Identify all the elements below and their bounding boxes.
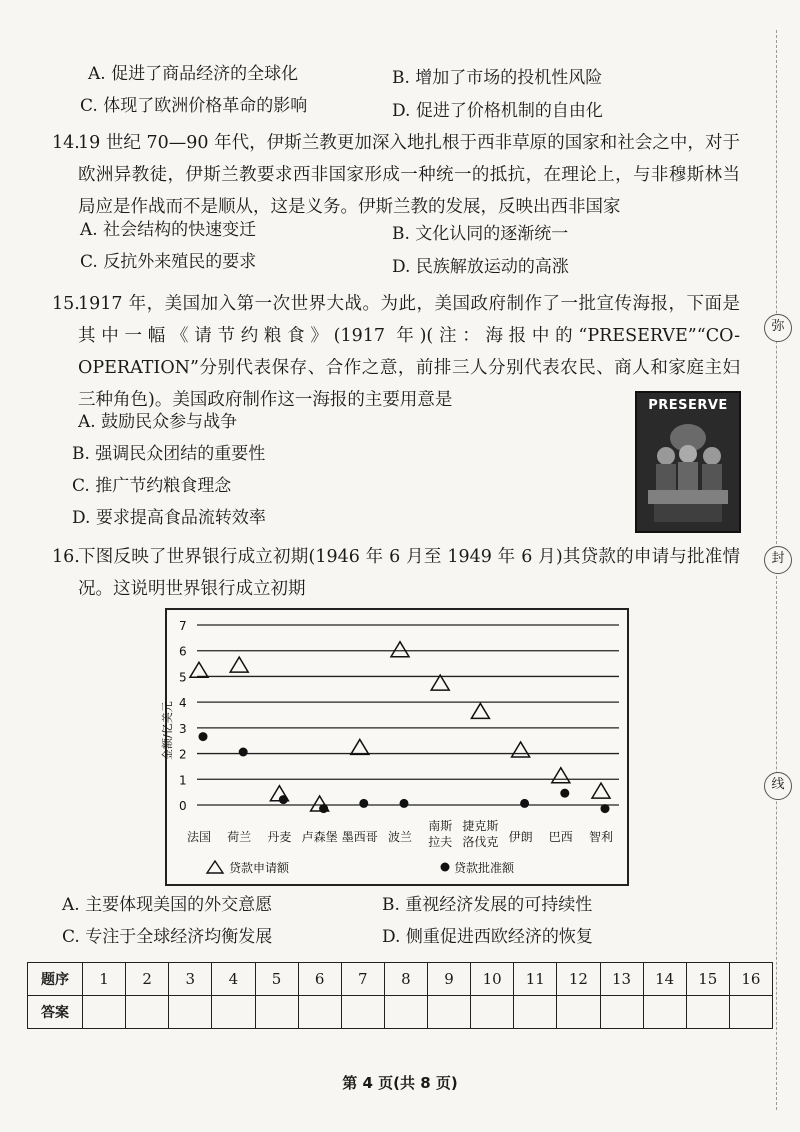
answer-cell[interactable] bbox=[83, 996, 126, 1029]
x-category-label: 法国 bbox=[186, 830, 212, 844]
row-header-answer: 答案 bbox=[28, 996, 83, 1029]
loan-chart-svg bbox=[161, 610, 627, 884]
answer-cell[interactable] bbox=[471, 996, 514, 1029]
q15-option-a[interactable]: A. 鼓励民众参与战争 bbox=[78, 412, 238, 432]
x-category-label: 拉夫 bbox=[428, 835, 453, 849]
x-category-label: 南斯 bbox=[428, 819, 453, 833]
answer-cell[interactable] bbox=[514, 996, 557, 1029]
poster-title: PRESERVE bbox=[648, 398, 728, 413]
loan-chart bbox=[161, 608, 629, 886]
loan-approval-marker bbox=[400, 799, 409, 808]
answer-cell[interactable] bbox=[298, 996, 341, 1029]
legend-triangle-icon bbox=[207, 861, 223, 873]
loan-application-marker bbox=[391, 642, 409, 657]
loan-application-marker bbox=[190, 662, 208, 677]
q15-option-c[interactable]: C. 推广节约粮食理念 bbox=[72, 476, 232, 496]
q14-number: 14. bbox=[52, 133, 80, 153]
loan-application-marker bbox=[592, 783, 610, 798]
loan-approval-marker bbox=[520, 799, 529, 808]
row-header-number: 题序 bbox=[28, 963, 83, 996]
answer-table-answer-row bbox=[28, 996, 773, 1029]
question-number-cell: 2 bbox=[126, 963, 169, 996]
question-number-cell: 15 bbox=[686, 963, 729, 996]
loan-application-marker bbox=[512, 742, 530, 757]
y-tick-label: 6 bbox=[179, 644, 187, 659]
q15-stem: 1917 年，美国加入第一次世界大战。为此，美国政府制作了一批宣传海报，下面是其中一幅《请节约粮食》(1917 年)(注：海报中的“PRESERVE”“CO-OPERATION”分别代表保存、合作之意，前排三人分别代表农民、商人和家庭主妇三种角色)。美国政府制作这一海报的主要用意是 bbox=[78, 294, 740, 410]
loan-approval-marker bbox=[239, 748, 248, 757]
answer-cell[interactable] bbox=[169, 996, 212, 1029]
loan-application-marker bbox=[552, 768, 570, 783]
y-tick-label: 5 bbox=[179, 670, 187, 685]
answer-cell[interactable] bbox=[384, 996, 427, 1029]
x-category-label: 巴西 bbox=[548, 830, 573, 844]
q14-stem: 19 世纪 70—90 年代，伊斯兰教更加深入地扎根于西非草原的国家和社会之中，对于欧洲异教徒，伊斯兰教要求西非国家形成一种统一的抵抗，在理论上，与非穆斯林当局应是作战而不是顺从，这是义务。伊斯兰教的发展，反映出西非国家 bbox=[78, 133, 740, 217]
y-tick-label: 2 bbox=[179, 747, 187, 762]
answer-cell[interactable] bbox=[341, 996, 384, 1029]
question-number-cell: 4 bbox=[212, 963, 255, 996]
y-tick-label: 7 bbox=[179, 619, 187, 633]
preserve-poster-image bbox=[636, 392, 740, 532]
q16-option-c[interactable]: C. 专注于全球经济均衡发展 bbox=[62, 927, 273, 947]
x-category-label: 洛伐克 bbox=[462, 835, 499, 849]
question-number-cell: 5 bbox=[255, 963, 298, 996]
x-category-label: 卢森堡 bbox=[301, 830, 338, 844]
page-footer: 第 4 页(共 8 页) bbox=[342, 1074, 458, 1092]
question-number-cell: 12 bbox=[557, 963, 600, 996]
loan-approval-marker bbox=[601, 804, 610, 813]
question-number-cell: 1 bbox=[83, 963, 126, 996]
y-tick-label: 0 bbox=[179, 799, 187, 813]
answer-cell[interactable] bbox=[686, 996, 729, 1029]
loan-application-marker bbox=[471, 703, 489, 718]
answer-cell[interactable] bbox=[212, 996, 255, 1029]
q13-option-c[interactable]: C. 体现了欧洲价格革命的影响 bbox=[80, 96, 308, 116]
margin-mark-mi: 弥 bbox=[764, 314, 792, 342]
x-category-label: 伊朗 bbox=[508, 830, 533, 844]
loan-application-marker bbox=[351, 739, 369, 754]
poster-illustration bbox=[636, 392, 740, 532]
answer-cell[interactable] bbox=[729, 996, 772, 1029]
legend-label-application: 贷款申请额 bbox=[229, 861, 290, 875]
question-number-cell: 10 bbox=[471, 963, 514, 996]
q16-stem: 下图反映了世界银行成立初期(1946 年 6 月至 1949 年 6 月)其贷款的申请与批准情况。这说明世界银行成立初期 bbox=[78, 547, 740, 599]
question-number-cell: 11 bbox=[514, 963, 557, 996]
question-number-cell: 9 bbox=[428, 963, 471, 996]
q15-option-d[interactable]: D. 要求提高食品流转效率 bbox=[72, 508, 266, 528]
q14-option-b[interactable]: B. 文化认同的逐渐统一 bbox=[392, 224, 569, 244]
answer-table bbox=[27, 962, 773, 1029]
loan-approval-marker bbox=[199, 732, 208, 741]
q16-option-b[interactable]: B. 重视经济发展的可持续性 bbox=[382, 895, 593, 915]
y-tick-label: 4 bbox=[179, 696, 187, 711]
q16-number: 16. bbox=[52, 547, 80, 567]
question-number-cell: 8 bbox=[384, 963, 427, 996]
question-number-cell: 7 bbox=[341, 963, 384, 996]
answer-cell[interactable] bbox=[428, 996, 471, 1029]
legend-label-approval: 贷款批准额 bbox=[454, 861, 515, 875]
loan-approval-marker bbox=[319, 804, 328, 813]
answer-cell[interactable] bbox=[643, 996, 686, 1029]
legend-dot-icon bbox=[441, 863, 450, 872]
answer-cell[interactable] bbox=[126, 996, 169, 1029]
answer-table-number-row bbox=[28, 963, 773, 996]
q16-option-d[interactable]: D. 侧重促进西欧经济的恢复 bbox=[382, 927, 593, 947]
q14-option-a[interactable]: A. 社会结构的快速变迁 bbox=[80, 220, 257, 240]
x-category-label: 智利 bbox=[588, 830, 614, 844]
question-number-cell: 6 bbox=[298, 963, 341, 996]
y-tick-label: 1 bbox=[179, 773, 187, 788]
q14-option-d[interactable]: D. 民族解放运动的高涨 bbox=[392, 257, 569, 277]
question-number-cell: 16 bbox=[729, 963, 772, 996]
loan-application-marker bbox=[431, 675, 449, 690]
answer-cell[interactable] bbox=[255, 996, 298, 1029]
x-category-label: 墨西哥 bbox=[341, 830, 378, 844]
q15-option-b[interactable]: B. 强调民众团结的重要性 bbox=[72, 444, 266, 464]
loan-application-marker bbox=[230, 657, 248, 672]
q16-option-a[interactable]: A. 主要体现美国的外交意愿 bbox=[62, 895, 273, 915]
y-axis-label: 金额/亿美元 bbox=[161, 701, 174, 760]
question-number-cell: 13 bbox=[600, 963, 643, 996]
answer-cell[interactable] bbox=[557, 996, 600, 1029]
question-number-cell: 3 bbox=[169, 963, 212, 996]
loan-approval-marker bbox=[560, 789, 569, 798]
margin-mark-xian: 线 bbox=[764, 772, 792, 800]
q14-option-c[interactable]: C. 反抗外来殖民的要求 bbox=[80, 252, 257, 272]
q15-number: 15. bbox=[52, 294, 80, 314]
x-category-label: 丹麦 bbox=[267, 830, 292, 844]
question-number-cell: 14 bbox=[643, 963, 686, 996]
answer-cell[interactable] bbox=[600, 996, 643, 1029]
loan-approval-marker bbox=[279, 795, 288, 804]
x-category-label: 荷兰 bbox=[227, 830, 252, 844]
q13-option-b[interactable]: B. 增加了市场的投机性风险 bbox=[392, 68, 603, 88]
q13-option-d[interactable]: D. 促进了价格机制的自由化 bbox=[392, 101, 603, 121]
margin-mark-feng: 封 bbox=[764, 546, 792, 574]
y-tick-label: 3 bbox=[179, 721, 187, 736]
q13-option-a[interactable]: A. 促进了商品经济的全球化 bbox=[88, 64, 299, 84]
x-category-label: 捷克斯 bbox=[462, 819, 499, 833]
x-category-label: 波兰 bbox=[387, 830, 413, 844]
loan-approval-marker bbox=[359, 799, 368, 808]
